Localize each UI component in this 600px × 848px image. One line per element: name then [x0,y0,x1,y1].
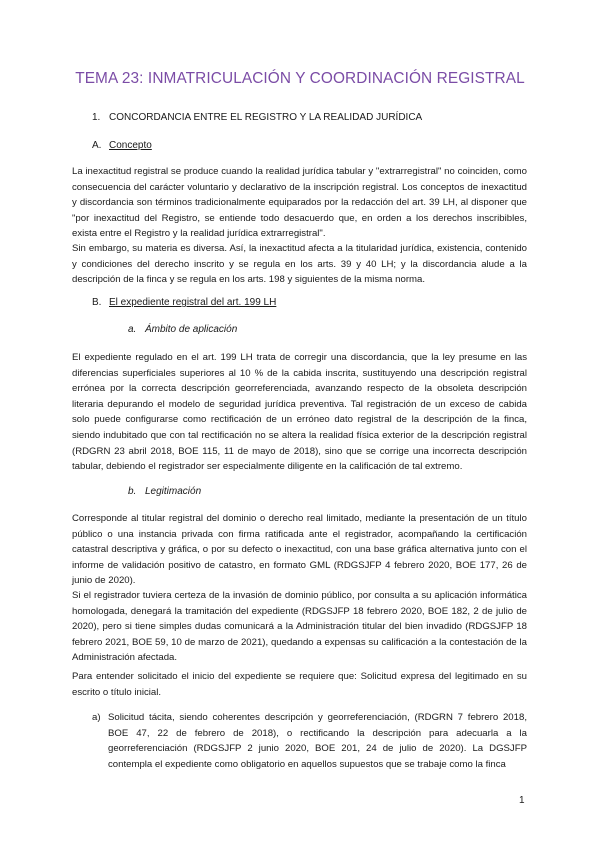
document-title: TEMA 23: INMATRICULACIÓN Y COORDINACIÓN REGISTRAL [75,70,525,87]
paragraph-concepto-2: Sin embargo, su materia es diversa. Así, la inexactitud afecta a la titularidad jurídica, existencia, contenido y condiciones del derecho inscrito y se regula en los arts. 39 y 40 LH; y la discordancia alude a la descripción de la finca y se regula en los arts. 198 y siguientes de la misma norma. [72,243,527,286]
subsubsection-letter: b. [128,486,137,497]
page-number: 1 [519,795,525,806]
subsection-heading-a [92,140,152,151]
paragraph-legitimacion-2: Si el registrador tuviera certeza de la invasión de dominio público, por consulta a su aplicación informática homologada, denegará la tramitación del expediente (RDGSJFP 18 febrero 2020, BOE 182, 2 de julio de 2020), pero si tiene simples dudas comunicará a la Administración titular del bien invadido (RDGSJFP 18 febrero 2021, BOE 59, 10 de marzo de 2021), quedando a expensas su calificación a la contestación de la Administración afectada. [72,590,527,664]
list-item-a: Solicitud tácita, siendo coherentes descripción y georreferenciación, (RDGRN 7 febrero 2018, BOE 47, 22 de febrero de 2018), o rectificando la descripción para adecuarla a la georreferenciación (RDGSJFP 2 junio 2020, BOE 201, 24 de julio de 2020). La DGSJFP contempla el expediente como obligatorio en aquellos supuestos que se trabaje como la finca [108,712,527,770]
section-heading-1 [92,112,422,123]
paragraph-legitimacion-3: Para entender solicitado el inicio del expediente se requiere que: Solicitud expresa del legitimado en su escrito o título inicial. [72,671,527,698]
subsubsection-title: Ámbito de aplicación [145,324,238,335]
subsection-heading-b [92,297,276,308]
list-marker-a: a) [92,712,101,723]
subsection-letter: B. [92,297,102,308]
subsubsection-title: Legitimación [145,486,202,497]
subsubsection-heading-b [128,486,201,497]
subsection-title: El expediente registral del art. 199 LH [109,297,277,308]
paragraph-concepto-1: La inexactitud registral se produce cuando la realidad jurídica tabular y "extrarregistral" no coinciden, como consecuencia del carácter voluntario y declarativo de la inscripción registral. Los conceptos de inexactitud y discordancia son términos tradicionalmente equiparados por la redacción del art. 39 LH, al disponer que "por inexactitud del Registro, se entiende todo desacuerdo que, en orden a los derechos inscribibles, exista entre el Registro y la realidad jurídica extrarregistral". [72,166,527,240]
subsection-title: Concepto [109,140,152,151]
section-number: 1. [92,112,101,123]
section-title: CONCORDANCIA ENTRE EL REGISTRO Y LA REALIDAD JURÍDICA [109,112,423,123]
subsubsection-heading-a [128,324,237,335]
subsubsection-letter: a. [128,324,137,335]
paragraph-ambito: El expediente regulado en el art. 199 LH trata de corregir una discordancia, que la ley presume en las diferencias superficiales superiores al 10 % de la cabida inscrita, sustituyendo una descripción registral errónea por la correcta descripción georreferenciada, avanzando respecto de la obsoleta descripción literaria depurando el modelo de seguridad jurídica preventiva. Tal registración de un exceso de cabida solo puede configurarse como rectificación de un erróneo dato registral de la descripción de la finca, siendo indubitado que con tal rectificación no se altera la realidad física exterior de la descripción registral (RDGRN 23 abril 2018, BOE 115, 11 de mayo de 2018), sino que se corrige una incorrecta descripción tabular, debiendo el registrador ser especialmente diligente en la calificación de tal extremo. [72,352,527,473]
subsection-letter: A. [92,140,102,151]
paragraph-legitimacion-1: Corresponde al titular registral del dominio o derecho real limitado, mediante la presentación de un título público o una instancia privada con firma ratificada ante el registrador, acompañando la certificación catastral descriptiva y gráfica, o por su defecto o inexactitud, con una base gráfica alternativa junto con el informe de validación positivo de catastro, en formato GML (RDGSJFP 4 febrero 2020, BOE 177, 26 de junio de 2020). [72,513,527,587]
